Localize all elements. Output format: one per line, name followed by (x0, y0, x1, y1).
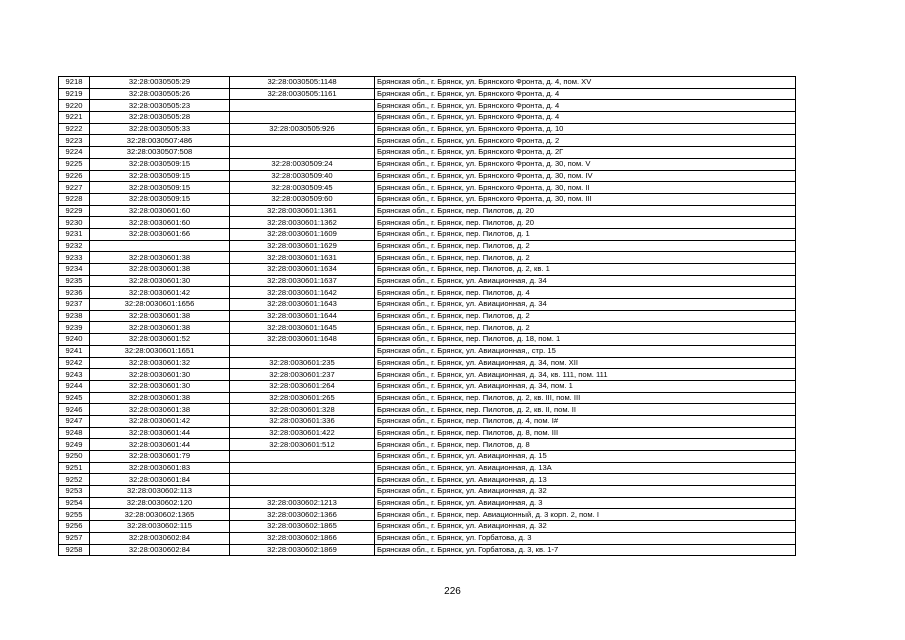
land-cadastral-number-cell: 32:28:0030509:15 (90, 158, 230, 170)
address-cell: Брянская обл., г. Брянск, пер. Пилотов, д. 18, пом. 1 (375, 334, 796, 346)
row-number-cell: 9257 (59, 532, 90, 544)
land-cadastral-number-cell: 32:28:0030505:29 (90, 77, 230, 89)
table-row (59, 521, 796, 533)
object-cadastral-number-cell: 32:28:0030601:1631 (230, 252, 375, 264)
address-cell: Брянская обл., г. Брянск, пер. Пилотов, д. 4, пом. I# (375, 415, 796, 427)
land-cadastral-number-cell: 32:28:0030601:1656 (90, 299, 230, 311)
address-cell: Брянская обл., г. Брянск, пер. Пилотов, д. 4 (375, 287, 796, 299)
land-cadastral-number-cell: 32:28:0030602:113 (90, 486, 230, 498)
address-cell: Брянская обл., г. Брянск, ул. Авиационная, д. 34, кв. 111, пом. 111 (375, 369, 796, 381)
table-row (59, 112, 796, 124)
row-number-cell: 9229 (59, 205, 90, 217)
object-cadastral-number-cell: 32:28:0030601:1634 (230, 264, 375, 276)
land-cadastral-number-cell (90, 240, 230, 252)
row-number-cell: 9228 (59, 193, 90, 205)
table-row (59, 345, 796, 357)
table-row (59, 182, 796, 194)
row-number-cell: 9241 (59, 345, 90, 357)
row-number-cell: 9230 (59, 217, 90, 229)
row-number-cell: 9224 (59, 147, 90, 159)
address-cell: Брянская обл., г. Брянск, пер. Пилотов, д. 8 (375, 439, 796, 451)
table-row (59, 299, 796, 311)
land-cadastral-number-cell: 32:28:0030601:38 (90, 252, 230, 264)
row-number-cell: 9218 (59, 77, 90, 89)
object-cadastral-number-cell: 32:28:0030601:328 (230, 404, 375, 416)
table-row (59, 264, 796, 276)
address-cell: Брянская обл., г. Брянск, ул. Брянского Фронта, д. 30, пом. III (375, 193, 796, 205)
table-row (59, 287, 796, 299)
row-number-cell: 9256 (59, 521, 90, 533)
table-row (59, 310, 796, 322)
table-row (59, 451, 796, 463)
address-cell: Брянская обл., г. Брянск, пер. Пилотов, д. 20 (375, 205, 796, 217)
address-cell: Брянская обл., г. Брянск, ул. Авиационная, д. 3 (375, 497, 796, 509)
land-cadastral-number-cell: 32:28:0030601:38 (90, 404, 230, 416)
land-cadastral-number-cell: 32:28:0030601:60 (90, 217, 230, 229)
address-cell: Брянская обл., г. Брянск, ул. Брянского Фронта, д. 2 (375, 135, 796, 147)
address-cell: Брянская обл., г. Брянск, ул. Брянского Фронта, д. 4 (375, 112, 796, 124)
address-cell: Брянская обл., г. Брянск, ул. Авиационная, д. 13А (375, 462, 796, 474)
object-cadastral-number-cell: 32:28:0030509:40 (230, 170, 375, 182)
land-cadastral-number-cell: 32:28:0030601:32 (90, 357, 230, 369)
table-row (59, 427, 796, 439)
address-cell: Брянская обл., г. Брянск, пер. Пилотов, д. 2 (375, 252, 796, 264)
row-number-cell: 9253 (59, 486, 90, 498)
row-number-cell: 9221 (59, 112, 90, 124)
address-cell: Брянская обл., г. Брянск, пер. Авиационный, д. 3 корп. 2, пом. I (375, 509, 796, 521)
row-number-cell: 9258 (59, 544, 90, 556)
table-row (59, 228, 796, 240)
table-row (59, 439, 796, 451)
table-row (59, 474, 796, 486)
object-cadastral-number-cell: 32:28:0030505:926 (230, 123, 375, 135)
row-number-cell: 9244 (59, 380, 90, 392)
object-cadastral-number-cell: 32:28:0030601:336 (230, 415, 375, 427)
address-cell: Брянская обл., г. Брянск, ул. Авиационная, д. 32 (375, 486, 796, 498)
land-cadastral-number-cell: 32:28:0030602:120 (90, 497, 230, 509)
table-row (59, 357, 796, 369)
table-row (59, 158, 796, 170)
land-cadastral-number-cell: 32:28:0030505:33 (90, 123, 230, 135)
table-row (59, 252, 796, 264)
land-cadastral-number-cell: 32:28:0030601:66 (90, 228, 230, 240)
address-cell: Брянская обл., г. Брянск, ул. Авиационная, д. 13 (375, 474, 796, 486)
object-cadastral-number-cell: 32:28:0030601:237 (230, 369, 375, 381)
land-cadastral-number-cell: 32:28:0030601:30 (90, 380, 230, 392)
row-number-cell: 9243 (59, 369, 90, 381)
land-cadastral-number-cell: 32:28:0030601:38 (90, 392, 230, 404)
land-cadastral-number-cell: 32:28:0030601:52 (90, 334, 230, 346)
registry-table-body (59, 77, 796, 556)
address-cell: Брянская обл., г. Брянск, ул. Горбатова, д. 3 (375, 532, 796, 544)
table-row (59, 147, 796, 159)
object-cadastral-number-cell: 32:28:0030601:1609 (230, 228, 375, 240)
table-row (59, 462, 796, 474)
object-cadastral-number-cell: 32:28:0030602:1865 (230, 521, 375, 533)
object-cadastral-number-cell: 32:28:0030505:1161 (230, 88, 375, 100)
row-number-cell: 9233 (59, 252, 90, 264)
land-cadastral-number-cell: 32:28:0030505:26 (90, 88, 230, 100)
row-number-cell: 9225 (59, 158, 90, 170)
object-cadastral-number-cell: 32:28:0030601:1644 (230, 310, 375, 322)
land-cadastral-number-cell: 32:28:0030509:15 (90, 193, 230, 205)
page-number: 226 (444, 586, 461, 597)
registry-table (58, 76, 796, 556)
table-row (59, 135, 796, 147)
table-row (59, 486, 796, 498)
row-number-cell: 9237 (59, 299, 90, 311)
table-row (59, 509, 796, 521)
row-number-cell: 9250 (59, 451, 90, 463)
row-number-cell: 9239 (59, 322, 90, 334)
land-cadastral-number-cell: 32:28:0030601:79 (90, 451, 230, 463)
row-number-cell: 9223 (59, 135, 90, 147)
land-cadastral-number-cell: 32:28:0030602:84 (90, 544, 230, 556)
object-cadastral-number-cell: 32:28:0030509:45 (230, 182, 375, 194)
object-cadastral-number-cell (230, 474, 375, 486)
object-cadastral-number-cell: 32:28:0030601:1643 (230, 299, 375, 311)
land-cadastral-number-cell: 32:28:0030505:23 (90, 100, 230, 112)
row-number-cell: 9220 (59, 100, 90, 112)
object-cadastral-number-cell: 32:28:0030602:1869 (230, 544, 375, 556)
table-row (59, 544, 796, 556)
table-row (59, 217, 796, 229)
object-cadastral-number-cell: 32:28:0030601:1362 (230, 217, 375, 229)
address-cell: Брянская обл., г. Брянск, ул. Брянского Фронта, д. 2Г (375, 147, 796, 159)
address-cell: Брянская обл., г. Брянск, ул. Брянского Фронта, д. 30, пом. IV (375, 170, 796, 182)
object-cadastral-number-cell (230, 451, 375, 463)
land-cadastral-number-cell: 32:28:0030505:28 (90, 112, 230, 124)
object-cadastral-number-cell (230, 345, 375, 357)
address-cell: Брянская обл., г. Брянск, пер. Пилотов, д. 2, кв. 1 (375, 264, 796, 276)
address-cell: Брянская обл., г. Брянск, пер. Пилотов, д. 8, пом. III (375, 427, 796, 439)
table-row (59, 380, 796, 392)
land-cadastral-number-cell: 32:28:0030601:30 (90, 369, 230, 381)
object-cadastral-number-cell: 32:28:0030601:235 (230, 357, 375, 369)
address-cell: Брянская обл., г. Брянск, пер. Пилотов, д. 1 (375, 228, 796, 240)
row-number-cell: 9219 (59, 88, 90, 100)
table-row (59, 392, 796, 404)
row-number-cell: 9227 (59, 182, 90, 194)
object-cadastral-number-cell: 32:28:0030509:24 (230, 158, 375, 170)
address-cell: Брянская обл., г. Брянск, ул. Брянского Фронта, д. 4 (375, 88, 796, 100)
land-cadastral-number-cell: 32:28:0030507:486 (90, 135, 230, 147)
address-cell: Брянская обл., г. Брянск, ул. Авиационная, д. 34, пом. 1 (375, 380, 796, 392)
table-row (59, 404, 796, 416)
land-cadastral-number-cell: 32:28:0030601:38 (90, 264, 230, 276)
object-cadastral-number-cell (230, 135, 375, 147)
address-cell: Брянская обл., г. Брянск, ул. Авиационная,, стр. 15 (375, 345, 796, 357)
land-cadastral-number-cell: 32:28:0030507:508 (90, 147, 230, 159)
land-cadastral-number-cell: 32:28:0030509:15 (90, 182, 230, 194)
table-row (59, 334, 796, 346)
land-cadastral-number-cell: 32:28:0030601:42 (90, 415, 230, 427)
address-cell: Брянская обл., г. Брянск, пер. Пилотов, д. 2, кв. III, пом. III (375, 392, 796, 404)
table-row (59, 170, 796, 182)
land-cadastral-number-cell: 32:28:0030509:15 (90, 170, 230, 182)
object-cadastral-number-cell: 32:28:0030505:1148 (230, 77, 375, 89)
row-number-cell: 9251 (59, 462, 90, 474)
row-number-cell: 9247 (59, 415, 90, 427)
address-cell: Брянская обл., г. Брянск, ул. Горбатова, д. 3, кв. 1-7 (375, 544, 796, 556)
table-row (59, 193, 796, 205)
table-row (59, 497, 796, 509)
address-cell: Брянская обл., г. Брянск, ул. Брянского Фронта, д. 10 (375, 123, 796, 135)
row-number-cell: 9254 (59, 497, 90, 509)
object-cadastral-number-cell: 32:28:0030601:1637 (230, 275, 375, 287)
address-cell: Брянская обл., г. Брянск, пер. Пилотов, д. 2 (375, 240, 796, 252)
land-cadastral-number-cell: 32:28:0030601:30 (90, 275, 230, 287)
land-cadastral-number-cell: 32:28:0030602:1365 (90, 509, 230, 521)
object-cadastral-number-cell: 32:28:0030601:265 (230, 392, 375, 404)
object-cadastral-number-cell: 32:28:0030601:512 (230, 439, 375, 451)
row-number-cell: 9249 (59, 439, 90, 451)
table-row (59, 240, 796, 252)
row-number-cell: 9232 (59, 240, 90, 252)
land-cadastral-number-cell: 32:28:0030601:1651 (90, 345, 230, 357)
object-cadastral-number-cell: 32:28:0030601:1648 (230, 334, 375, 346)
row-number-cell: 9236 (59, 287, 90, 299)
address-cell: Брянская обл., г. Брянск, ул. Брянского Фронта, д. 30, пом. V (375, 158, 796, 170)
land-cadastral-number-cell: 32:28:0030602:84 (90, 532, 230, 544)
row-number-cell: 9248 (59, 427, 90, 439)
row-number-cell: 9231 (59, 228, 90, 240)
land-cadastral-number-cell: 32:28:0030601:44 (90, 427, 230, 439)
object-cadastral-number-cell (230, 486, 375, 498)
object-cadastral-number-cell: 32:28:0030601:1361 (230, 205, 375, 217)
row-number-cell: 9246 (59, 404, 90, 416)
address-cell: Брянская обл., г. Брянск, ул. Авиационная, д. 15 (375, 451, 796, 463)
address-cell: Брянская обл., г. Брянск, пер. Пилотов, д. 2 (375, 310, 796, 322)
object-cadastral-number-cell: 32:28:0030601:1645 (230, 322, 375, 334)
object-cadastral-number-cell: 32:28:0030601:1642 (230, 287, 375, 299)
row-number-cell: 9222 (59, 123, 90, 135)
row-number-cell: 9240 (59, 334, 90, 346)
object-cadastral-number-cell: 32:28:0030509:60 (230, 193, 375, 205)
table-row (59, 369, 796, 381)
address-cell: Брянская обл., г. Брянск, ул. Брянского Фронта, д. 4 (375, 100, 796, 112)
address-cell: Брянская обл., г. Брянск, ул. Брянского Фронта, д. 4, пом. XV (375, 77, 796, 89)
object-cadastral-number-cell: 32:28:0030601:264 (230, 380, 375, 392)
land-cadastral-number-cell: 32:28:0030601:38 (90, 310, 230, 322)
land-cadastral-number-cell: 32:28:0030601:83 (90, 462, 230, 474)
address-cell: Брянская обл., г. Брянск, ул. Авиационная, д. 34 (375, 299, 796, 311)
row-number-cell: 9238 (59, 310, 90, 322)
object-cadastral-number-cell: 32:28:0030601:422 (230, 427, 375, 439)
table-row (59, 77, 796, 89)
row-number-cell: 9235 (59, 275, 90, 287)
land-cadastral-number-cell: 32:28:0030601:38 (90, 322, 230, 334)
land-cadastral-number-cell: 32:28:0030601:44 (90, 439, 230, 451)
land-cadastral-number-cell: 32:28:0030601:84 (90, 474, 230, 486)
table-row (59, 322, 796, 334)
address-cell: Брянская обл., г. Брянск, пер. Пилотов, д. 2, кв. II, пом. II (375, 404, 796, 416)
object-cadastral-number-cell: 32:28:0030602:1866 (230, 532, 375, 544)
row-number-cell: 9226 (59, 170, 90, 182)
address-cell: Брянская обл., г. Брянск, ул. Авиационная, д. 34 (375, 275, 796, 287)
table-row (59, 88, 796, 100)
table-row (59, 532, 796, 544)
land-cadastral-number-cell: 32:28:0030601:60 (90, 205, 230, 217)
address-cell: Брянская обл., г. Брянск, ул. Авиационная, д. 34, пом. XII (375, 357, 796, 369)
land-cadastral-number-cell: 32:28:0030601:42 (90, 287, 230, 299)
table-row (59, 100, 796, 112)
address-cell: Брянская обл., г. Брянск, ул. Брянского Фронта, д. 30, пом. II (375, 182, 796, 194)
row-number-cell: 9234 (59, 264, 90, 276)
object-cadastral-number-cell (230, 112, 375, 124)
table-row (59, 205, 796, 217)
object-cadastral-number-cell: 32:28:0030602:1366 (230, 509, 375, 521)
row-number-cell: 9252 (59, 474, 90, 486)
table-row (59, 415, 796, 427)
table-row (59, 123, 796, 135)
row-number-cell: 9242 (59, 357, 90, 369)
table-row (59, 275, 796, 287)
address-cell: Брянская обл., г. Брянск, ул. Авиационная, д. 32 (375, 521, 796, 533)
object-cadastral-number-cell: 32:28:0030602:1213 (230, 497, 375, 509)
land-cadastral-number-cell: 32:28:0030602:115 (90, 521, 230, 533)
object-cadastral-number-cell (230, 462, 375, 474)
object-cadastral-number-cell (230, 100, 375, 112)
object-cadastral-number-cell (230, 147, 375, 159)
row-number-cell: 9255 (59, 509, 90, 521)
row-number-cell: 9245 (59, 392, 90, 404)
address-cell: Брянская обл., г. Брянск, пер. Пилотов, д. 20 (375, 217, 796, 229)
object-cadastral-number-cell: 32:28:0030601:1629 (230, 240, 375, 252)
address-cell: Брянская обл., г. Брянск, пер. Пилотов, д. 2 (375, 322, 796, 334)
